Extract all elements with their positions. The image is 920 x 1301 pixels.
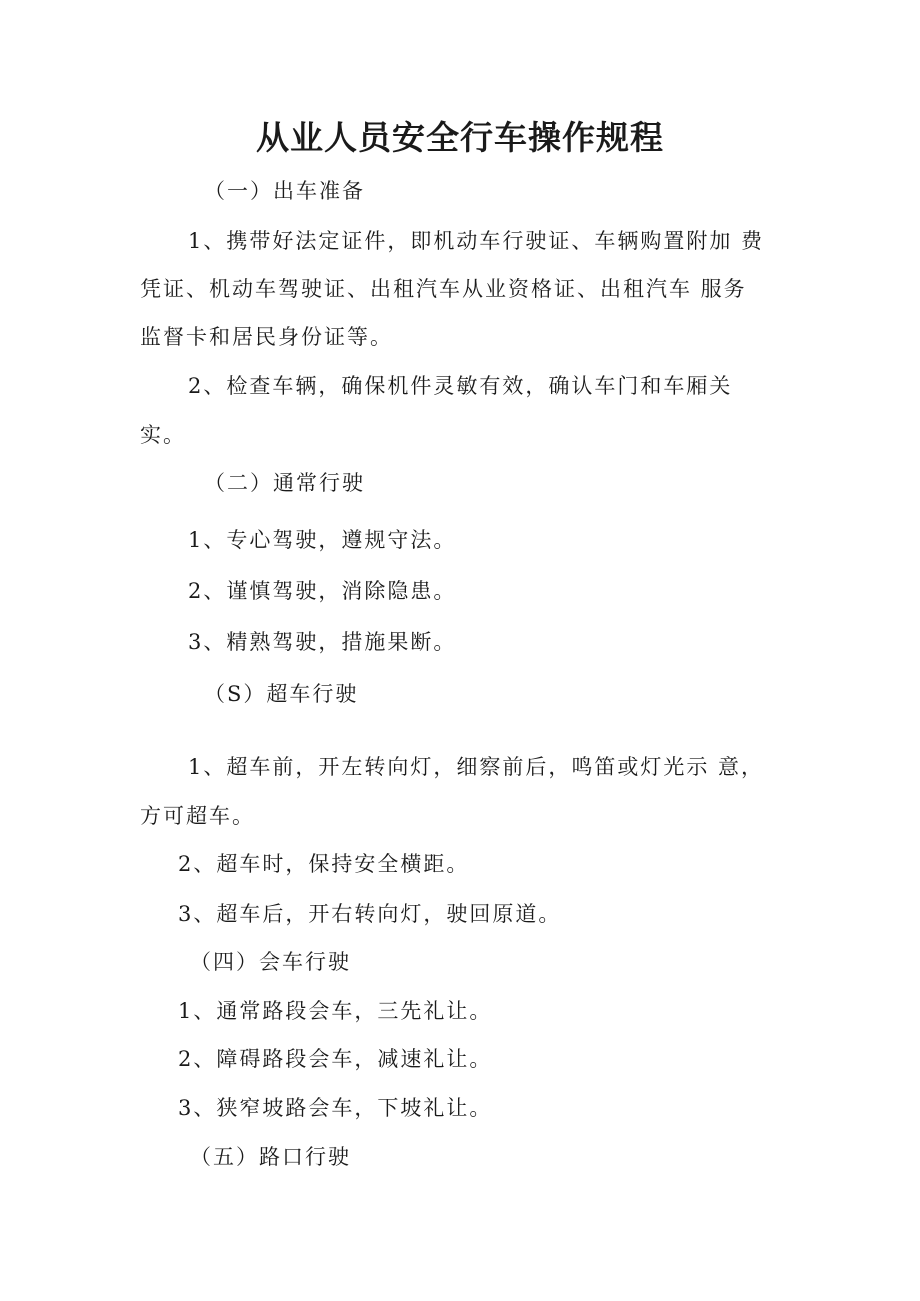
list-item: 2、障碍路段会车，减速礼让。 (178, 1047, 493, 1071)
paragraph-line: 2、检查车辆，确保机件灵敏有效，确认车门和车厢关 (188, 374, 733, 398)
paragraph-line: 1、携带好法定证件，即机动车行驶证、车辆购置附加 费 (188, 229, 765, 253)
document-title: 从业人员安全行车操作规程 (256, 118, 664, 157)
section-heading-2: （二）通常行驶 (204, 471, 365, 495)
list-item: 2、超车时，保持安全横距。 (178, 852, 470, 876)
section-heading-4: （四）会车行驶 (190, 950, 351, 974)
list-item: 3、狭窄坡路会车，下坡礼让。 (178, 1096, 493, 1120)
section-heading-1: （一）出车准备 (204, 179, 365, 203)
paragraph-line: 凭证、机动车驾驶证、出租汽车从业资格证、出租汽车 服务 (140, 277, 747, 301)
paragraph-line: 1、超车前，开左转向灯，细察前后，鸣笛或灯光示 意， (188, 755, 765, 779)
paragraph-line: 方可超车。 (140, 804, 255, 828)
list-item: 3、超车后，开右转向灯，驶回原道。 (178, 902, 562, 926)
list-item: 1、通常路段会车，三先礼让。 (178, 999, 493, 1023)
list-item: 1、专心驾驶，遵规守法。 (188, 528, 457, 552)
paragraph-line: 监督卡和居民身份证等。 (140, 325, 393, 349)
section-heading-5: （五）路口行驶 (190, 1145, 351, 1169)
paragraph-line: 实。 (140, 423, 186, 447)
section-heading-3: （S）超车行驶 (204, 682, 359, 706)
list-item: 2、谨慎驾驶，消除隐患。 (188, 579, 457, 603)
list-item: 3、精熟驾驶，措施果断。 (188, 630, 457, 654)
